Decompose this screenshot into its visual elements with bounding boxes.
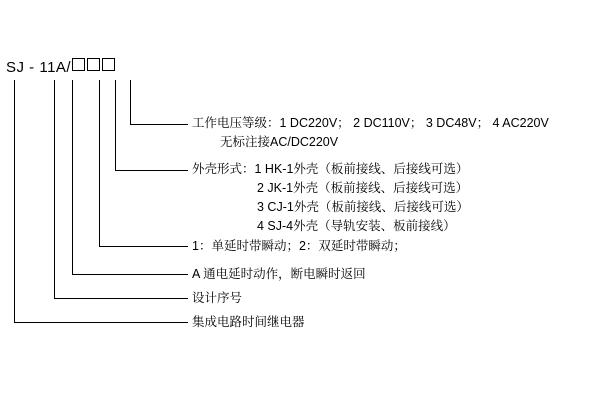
note-voltage-grade-line-1: 工作电压等级：1 DC220V； 2 DC110V； 3 DC48V； 4 AC220V <box>192 116 549 130</box>
leader-hline-product <box>14 322 188 323</box>
note-case-type <box>192 160 469 236</box>
model-code-box-3 <box>102 58 115 71</box>
leader-hline-voltage <box>130 124 188 125</box>
note-action-mode <box>192 265 366 284</box>
note-product-name-line-1: 集成电路时间继电器 <box>192 315 305 329</box>
leader-vline-voltage <box>130 80 131 124</box>
leader-hline-case <box>115 170 188 171</box>
note-delay-type <box>192 237 406 256</box>
leader-vline-delay <box>99 80 100 246</box>
note-design-serial <box>192 289 242 308</box>
note-case-type-line-1: 外壳形式：1 HK-1外壳（板前接线、后接线可选） <box>192 162 469 176</box>
leader-vline-action <box>72 80 73 274</box>
note-case-type-line-3: 3 CJ-1外壳（板前接线、后接线可选） <box>257 200 469 214</box>
note-case-type-line-4: 4 SJ-4外壳（导轨安装、板前接线） <box>257 219 456 233</box>
note-action-mode-line-1: A 通电延时动作，断电瞬时返回 <box>192 267 366 281</box>
leader-hline-delay <box>99 246 188 247</box>
note-case-type-line-2: 2 JK-1外壳（板前接线、后接线可选） <box>257 181 469 195</box>
leader-vline-serial <box>54 80 55 298</box>
leader-hline-action <box>72 274 188 275</box>
model-code-prefix: SJ - 11A/ <box>6 59 72 76</box>
model-code-box-1 <box>72 58 85 71</box>
leader-vline-product <box>14 80 15 322</box>
model-code <box>6 58 116 76</box>
note-design-serial-line-1: 设计序号 <box>192 291 243 305</box>
note-product-name <box>192 313 305 332</box>
note-voltage-grade <box>192 114 549 152</box>
leader-vline-case <box>115 80 116 170</box>
leader-hline-serial <box>54 298 188 299</box>
model-code-box-2 <box>87 58 100 71</box>
note-delay-type-line-1: 1：单延时带瞬动；2：双延时带瞬动； <box>192 239 406 253</box>
note-voltage-grade-line-2: 无标注接AC/DC220V <box>220 135 339 149</box>
